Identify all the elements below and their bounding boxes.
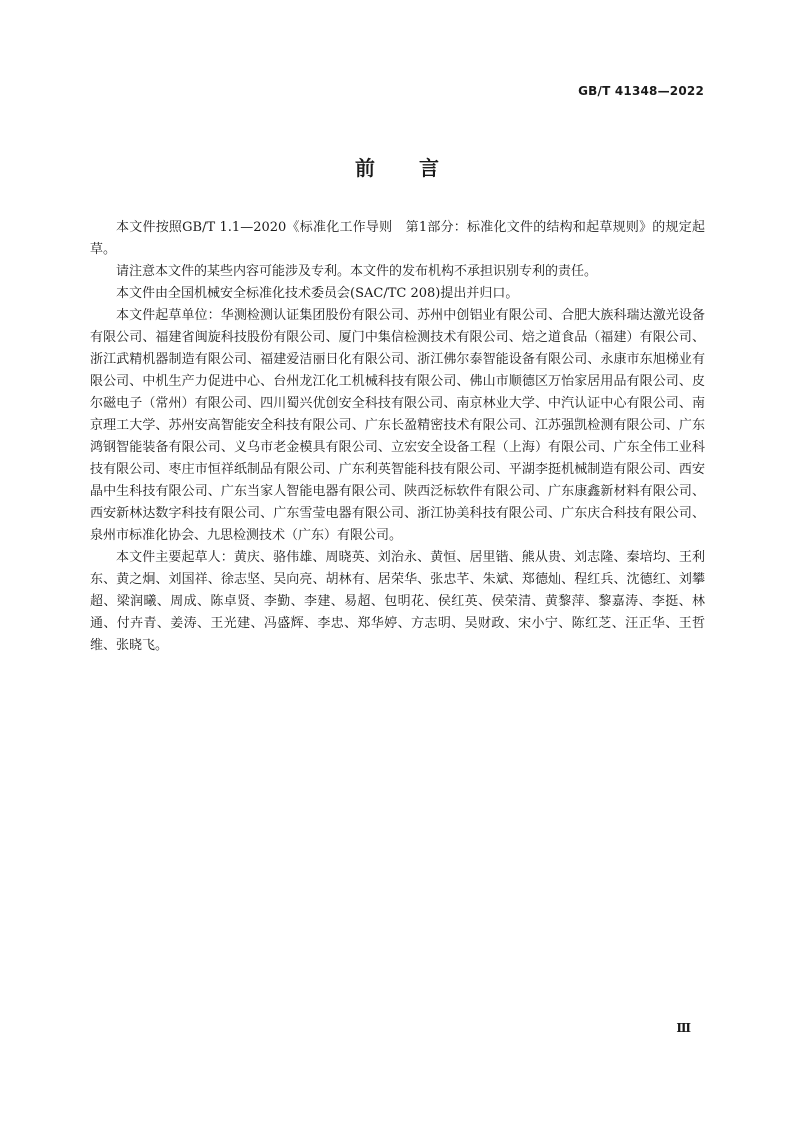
page-title bbox=[0, 152, 794, 181]
proposer-paragraph: 本文件由全国机械安全标准化技术委员会(SAC/TC 208)提出并归口。 bbox=[116, 286, 519, 301]
foreword-body bbox=[90, 217, 705, 657]
drafting-rules-paragraph: 本文件按照GB/T 1.1—2020《标准化工作导则 第1部分：标准化文件的结构和起草规则》的规定起草。 bbox=[90, 220, 705, 257]
page-number: Ⅲ bbox=[676, 1021, 691, 1035]
main-drafters-paragraph: 本文件主要起草人：黄庆、骆伟雄、周晓英、刘治永、黄恒、居里锴、熊从贵、刘志隆、秦培均、王利东、黄之炯、刘国祥、徐志坚、吴向亮、胡林有、居荣华、张忠芊、朱斌、郑德灿、程红兵、沈德红、刘攀超、梁润曦、周成、陈卓贤、李勤、李建、易超、包明花、侯红英、侯荣清、黄黎萍、黎嘉涛、李挺、林通、付卉青、姜涛、王光建、冯盛辉、李忠、郑华婷、方志明、吴财政、宋小宁、陈红芝、汪正华、王哲维、张晓飞。 bbox=[90, 550, 705, 653]
page-title-char-2: 言 bbox=[419, 156, 439, 180]
standard-number: GB/T 41348—2022 bbox=[578, 84, 704, 98]
patent-notice-paragraph: 请注意本文件的某些内容可能涉及专利。本文件的发布机构不承担识别专利的责任。 bbox=[116, 264, 598, 279]
drafting-organizations-paragraph: 本文件起草单位：华测检测认证集团股份有限公司、苏州中创铝业有限公司、合肥大族科瑞达激光设备有限公司、福建省闽旋科技股份有限公司、厦门中集信检测技术有限公司、焙之道食品（福建）有限公司、浙江武精机器制造有限公司、福建爱洁丽日化有限公司、浙江佛尔泰智能设备有限公司、永康市东旭梯业有限公司、中机生产力促进中心、台州龙江化工机械科技有限公司、佛山市顺德区万怡家居用品有限公司、皮尔磁电子（常州）有限公司、四川蜀兴优创安全科技有限公司、南京林业大学、中汽认证中心有限公司、南京理工大学、苏州安高智能安全科技有限公司、广东长盈精密技术有限公司、江苏强凯检测有限公司、广东鸿钢智能装备有限公司、义乌市老金模具有限公司、立宏安全设备工程（上海）有限公司、广东全伟工业科技有限公司、枣庄市恒祥纸制品有限公司、广东利英智能科技有限公司、平湖李挺机械制造有限公司、西安晶中生科技有限公司、广东当家人智能电器有限公司、陕西泛标软件有限公司、广东康鑫新材料有限公司、西安新林达数字科技有限公司、广东雪莹电器有限公司、浙江协美科技有限公司、广东庆合科技有限公司、泉州市标准化协会、九思检测技术（广东）有限公司。 bbox=[90, 308, 705, 543]
page-title-char-1: 前 bbox=[355, 156, 375, 180]
